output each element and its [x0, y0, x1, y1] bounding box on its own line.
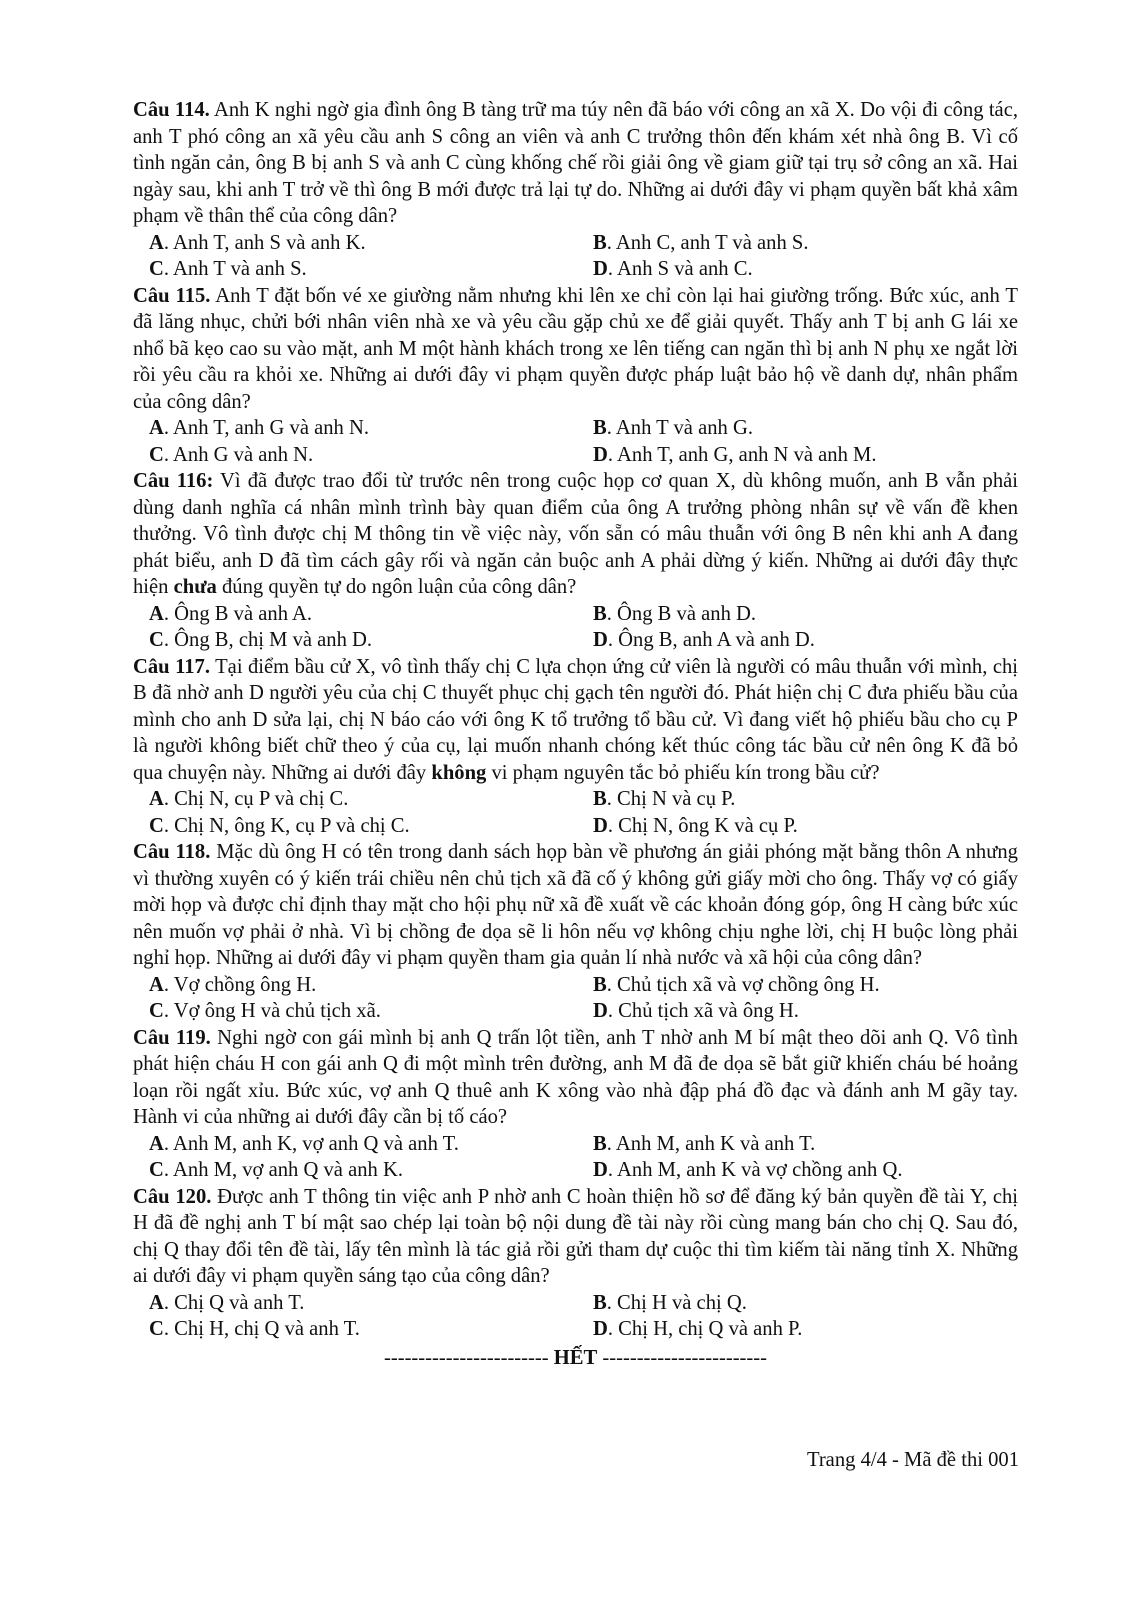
option-text: . Chị H và chị Q.	[606, 1291, 747, 1314]
question-label: Câu 115.	[133, 284, 211, 307]
option-text: . Anh T, anh G và anh N.	[163, 417, 370, 439]
question-text	[133, 839, 1018, 972]
option-text: . Chị N, cụ P và chị C.	[163, 788, 349, 810]
option-text: . Ông B, chị M và anh D.	[163, 629, 373, 651]
option-text: . Anh M, vợ anh Q và anh K.	[163, 1159, 403, 1181]
option-a	[133, 1290, 577, 1317]
option-c	[133, 256, 577, 283]
option-letter: C	[149, 1159, 164, 1181]
end-word: HẾT	[553, 1346, 598, 1369]
option-text: . Ông B và anh A.	[163, 602, 313, 625]
question-body: Nghi ngờ con gái mình bị anh Q trấn lột tiền, anh T nhờ anh M bí mật theo dõi anh Q. Vô tình phát hiện cháu H con gái anh Q đi một mình trên đường, anh M đã đe dọa sẽ bắt giữ khiến cháu bé hoảng loạn rồi ngất xỉu. Bức xúc, vợ anh Q thuê anh K xông vào nhà đập phá đồ đạc và đánh anh M gãy tay. Hành vi của những ai dưới đây cần bị tố cáo?	[133, 1026, 1018, 1128]
option-letter: C	[149, 1000, 164, 1022]
option-d	[577, 442, 1018, 469]
option-d	[577, 627, 1018, 654]
question-body: Tại điểm bầu cử X, vô tình thấy chị C lựa chọn ứng cử viên là người có mâu thuẫn với mình, chị B đã nhờ anh D người yêu của chị C thuyết phục chị gạch tên người đó. Phát hiện chị C đưa phiếu bầu của mình cho anh D sửa lại, chị N báo cáo với ông K tổ trưởng tổ bầu cử. Vì đang viết hộ phiếu bầu cho cụ P là người không biết chữ theo ý của cụ, lại muốn nhanh chóng kết thúc công tác bầu cử nên ông K đã bỏ qua chuyện này. Những ai dưới đây	[133, 655, 1018, 784]
option-letter: B	[593, 1132, 607, 1155]
answer-options	[133, 1131, 1018, 1184]
question-115	[133, 283, 1018, 469]
option-text: . Ông B, anh A và anh D.	[607, 629, 815, 651]
question-text	[133, 97, 1018, 230]
option-letter: D	[593, 1000, 608, 1022]
option-a	[133, 972, 577, 999]
end-dashes-left: ------------------------	[384, 1346, 554, 1369]
question-116	[133, 468, 1018, 654]
option-d	[577, 813, 1018, 840]
question-117	[133, 654, 1018, 840]
question-body: Anh K nghi ngờ gia đình ông B tàng trữ ma túy nên đã báo với công an xã X. Do vội đi công tác, anh T phó công an xã yêu cầu anh S công an viên và anh C trưởng thôn đến khám xét nhà ông B. Vì cố tình ngăn cản, ông B bị anh S và anh C cùng khống chế rồi giải ông về giam giữ tại trụ sở công an xã. Hai ngày sau, khi anh T trở về thì ông B mới được trả lại tự do. Những ai dưới đây vi phạm quyền bất khả xâm phạm về thân thể của công dân?	[133, 99, 1018, 227]
question-text	[133, 1025, 1018, 1131]
question-label: Câu 119.	[133, 1026, 211, 1049]
question-body: Vì đã được trao đổi từ trước nên trong cuộc họp cơ quan X, dù không muốn, anh B vẫn phải dùng danh nghĩa cá nhân mình trình bày quan điểm của ông A trưởng phòng nhân sự về vấn đề khen thưởng. Vô tình được chị M thông tin về việc này, vốn sẵn có mâu thuẫn với ông B nên khi anh A đang phát biểu, anh D đã tìm cách gây rối và ngăn cản buộc anh A phải dừng ý kiến. Những ai dưới đây thực hiện	[133, 470, 1018, 598]
option-letter: B	[593, 417, 607, 439]
option-letter: A	[149, 602, 164, 625]
option-a	[133, 786, 577, 813]
option-text: . Chủ tịch xã và vợ chồng ông H.	[606, 973, 880, 996]
option-letter: A	[149, 1291, 164, 1314]
emphasis-word: không	[431, 761, 487, 784]
end-dashes-right: ------------------------	[597, 1346, 767, 1369]
option-letter: C	[149, 814, 164, 837]
option-b	[577, 1290, 1018, 1317]
option-letter: D	[593, 258, 608, 280]
option-letter: D	[593, 443, 608, 466]
option-letter: D	[593, 1318, 608, 1340]
option-a	[133, 601, 577, 628]
option-text: . Anh T và anh S.	[163, 258, 307, 280]
option-text: . Chị H, chị Q và anh T.	[163, 1318, 360, 1340]
question-body-end: đúng quyền tự do ngôn luận của công dân?	[216, 576, 577, 598]
question-120	[133, 1184, 1018, 1343]
option-text: . Vợ chồng ông H.	[163, 973, 317, 996]
option-b	[577, 601, 1018, 628]
option-text: . Anh C, anh T và anh S.	[606, 231, 809, 254]
option-d	[577, 1157, 1018, 1184]
answer-options	[133, 230, 1018, 283]
emphasis-word: chưa	[173, 576, 217, 598]
option-b	[577, 230, 1018, 257]
option-letter: B	[593, 973, 607, 996]
option-letter: B	[593, 602, 607, 625]
option-c	[133, 627, 577, 654]
option-letter: C	[149, 443, 164, 466]
option-letter: C	[149, 258, 164, 280]
option-text: . Anh M, anh K và anh T.	[606, 1132, 816, 1155]
option-b	[577, 1131, 1018, 1158]
option-text: . Chị Q và anh T.	[163, 1291, 305, 1314]
option-letter: A	[149, 973, 164, 996]
option-b	[577, 415, 1018, 442]
answer-options	[133, 601, 1018, 654]
answer-options	[133, 786, 1018, 839]
question-body-end: vi phạm nguyên tắc bỏ phiếu kín trong bầu cử?	[486, 761, 880, 784]
option-letter: C	[149, 1318, 164, 1340]
question-label: Câu 114.	[133, 99, 210, 121]
question-text	[133, 654, 1018, 787]
option-c	[133, 1157, 577, 1184]
option-text: . Chủ tịch xã và ông H.	[607, 1000, 799, 1022]
option-text: . Ông B và anh D.	[606, 602, 757, 625]
answer-options	[133, 972, 1018, 1025]
option-text: . Chị N, ông K, cụ P và chị C.	[163, 814, 410, 837]
option-text: . Anh G và anh N.	[163, 443, 314, 466]
option-text: . Chị N và cụ P.	[606, 788, 736, 810]
option-a	[133, 230, 577, 257]
option-letter: B	[593, 231, 607, 254]
question-label: Câu 120.	[133, 1185, 212, 1208]
question-body: Mặc dù ông H có tên trong danh sách họp bàn về phương án giải phóng mặt bằng thôn A nhưng vì thường xuyên có ý kiến trái chiều nên chủ tịch xã đã cố ý không gửi giấy mời cho ông. Thấy vợ có giấy mời họp và được chỉ định thay mặt cho hội phụ nữ xã đề xuất về các khoản đóng góp, ông H càng bức xúc nên muốn vợ phải ở nhà. Vì bị chồng đe dọa sẽ li hôn nếu vợ không chịu nghe lời, chị H buộc lòng phải nghỉ họp. Những ai dưới đây vi phạm quyền tham gia quản lí nhà nước và xã hội của công dân?	[133, 841, 1018, 969]
option-text: . Chị N, ông K và cụ P.	[607, 814, 798, 837]
option-text: . Chị H, chị Q và anh P.	[607, 1318, 803, 1340]
option-d	[577, 256, 1018, 283]
option-a	[133, 415, 577, 442]
option-letter: A	[149, 231, 164, 254]
option-d	[577, 998, 1018, 1025]
option-letter: D	[593, 629, 608, 651]
option-text: . Anh M, anh K và vợ chồng anh Q.	[607, 1159, 903, 1181]
option-c	[133, 813, 577, 840]
option-letter: D	[593, 814, 608, 837]
option-c	[133, 998, 577, 1025]
option-letter: A	[149, 417, 164, 439]
question-body: Anh T đặt bốn vé xe giường nằm nhưng khi lên xe chỉ còn lại hai giường trống. Bức xúc, anh T đã lăng nhục, chửi bới nhân viên nhà xe và yêu cầu gặp chủ xe để giải quyết. Thấy anh T bị anh G lái xe nhổ bã kẹo cao su vào mặt, anh M một hành khách trong xe lên tiếng can ngăn thì bị anh N phụ xe ngắt lời rồi yêu cầu ra khỏi xe. Những ai dưới đây vi phạm quyền được pháp luật bảo hộ về danh dự, nhân phẩm của công dân?	[133, 284, 1018, 413]
question-label: Câu 117.	[133, 655, 210, 678]
question-text	[133, 1184, 1018, 1290]
question-text	[133, 468, 1018, 601]
option-text: . Anh M, anh K, vợ anh Q và anh T.	[163, 1132, 459, 1155]
question-114	[133, 97, 1018, 283]
answer-options	[133, 1290, 1018, 1343]
option-text: . Anh S và anh C.	[607, 258, 753, 280]
option-letter: B	[593, 788, 607, 810]
question-label: Câu 118.	[133, 841, 211, 863]
option-text: . Anh T, anh S và anh K.	[163, 231, 366, 254]
answer-options	[133, 415, 1018, 468]
option-letter: A	[149, 788, 164, 810]
option-c	[133, 1316, 577, 1343]
question-body: Được anh T thông tin việc anh P nhờ anh C hoàn thiện hồ sơ để đăng ký bản quyền đề tài Y, chị H đã đề nghị anh T bí mật sao chép lại toàn bộ nội dung đề tài này rồi cùng mang bán cho chị Q. Sau đó, chị Q thay đổi tên đề tài, lấy tên mình là tác giả rồi gửi tham dự cuộc thi tìm kiếm tài năng tỉnh X. Những ai dưới đây vi phạm quyền sáng tạo của công dân?	[133, 1185, 1019, 1287]
option-text: . Anh T, anh G, anh N và anh M.	[607, 443, 877, 466]
question-119	[133, 1025, 1018, 1184]
option-text: . Vợ ông H và chủ tịch xã.	[163, 1000, 381, 1022]
option-letter: A	[149, 1132, 164, 1155]
option-c	[133, 442, 577, 469]
option-d	[577, 1316, 1018, 1343]
question-label: Câu 116:	[133, 470, 214, 492]
option-b	[577, 972, 1018, 999]
option-letter: C	[149, 629, 164, 651]
option-text: . Anh T và anh G.	[606, 417, 753, 439]
question-118	[133, 839, 1018, 1025]
questions-section	[133, 97, 1018, 1371]
option-b	[577, 786, 1018, 813]
question-text	[133, 283, 1018, 416]
option-letter: D	[593, 1159, 608, 1181]
end-marker	[133, 1345, 1018, 1371]
page-footer: Trang 4/4 - Mã đề thi 001	[806, 1449, 1019, 1471]
option-letter: B	[593, 1291, 607, 1314]
option-a	[133, 1131, 577, 1158]
